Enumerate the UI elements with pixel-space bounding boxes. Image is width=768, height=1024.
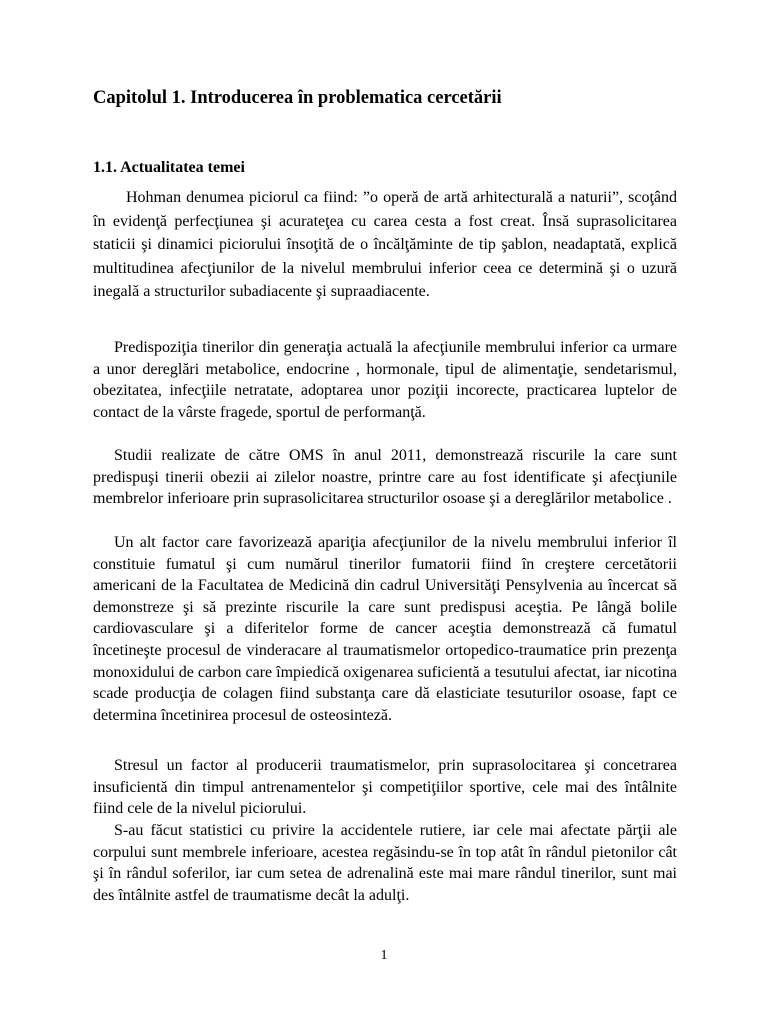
chapter-title: Capitolul 1. Introducerea în problematica cercetării	[93, 88, 502, 108]
paragraph-accidente-rutiere: S-au făcut statistici cu privire la accidentele rutiere, iar cele mai afectate părţii ale corpului sunt membrele inferioare, acestea regăsindu-se în top atât în rândul pietonilor cât şi în rândul soferilor, iar cum setea de adrenalină este mai mare rândul tinerilor, sunt mai des întâlnite astfel de traumatisme decât la adulţi.	[93, 822, 677, 904]
paragraph-hohman: Hohman denumea piciorul ca fiind: ”o operă de artă arhitecturală a naturii”, scoţând în evidenţă perfecţiunea şi acurateţea cu carea cesta a fost creat. Însă suprasolicitarea staticii şi dinamici piciorului însoţită de o încălţăminte de tip şablon, neadaptată, explică multitudinea afecţiunilor de la nivelul membrului inferior ceea ce determină şi o uzură inegală a structurilor subadiacente şi supraadiacente.	[93, 189, 677, 301]
paragraph-fumatul: Un alt factor care favorizează apariţia afecţiunilor de la nivelu membrului inferior îl constituie fumatul şi cum numărul tinerilor fumatorii fiind în creştere cercetătorii americani de la Facultatea de Medicină din cadrul Universităţi Pensylvenia au încercat să demonstreze şi să prezinte riscurile la care sunt predispusi aceştia. Pe lângă bolile cardiovasculare şi a diferitelor forme de cancer aceştia demonstrează că fumatul încetineşte procesul de vinderacare al traumatismelor ortopedico-traumatice prin prezenţa monoxidului de carbon care împiedică oxigenarea suficientă a tesutului afectat, iar nicotina scade producţia de colagen fiind substanţa care dă elasticiate tesuturilor osoase, fapt ce determina încetinirea procesul de osteosinteză.	[93, 534, 677, 724]
paragraph-predispozitia: Predispoziţia tinerilor din generaţia actuală la afecţiunile membrului inferior ca urmare a unor dereglări metabolice, endocrine , hormonale, tipul de alimentaţie, sendetarismul, obezitatea, infecţiile netratate, adoptarea unor poziţii incorecte, practicarea luptelor de contact de la vârste fragede, sportul de performanţă.	[93, 339, 677, 421]
paragraph-studii-oms: Studii realizate de către OMS în anul 2011, demonstrează riscurile la care sunt predispuşi tinerii obezii ai zilelor noastre, printre care au fost identificate şi afecţiunile membrelor inferioare prin suprasolicitarea structurilor osoase şi a dereglărilor metabolice .	[93, 447, 677, 508]
page-number: 1	[380, 948, 388, 963]
paragraph-stresul: Stresul un factor al producerii traumatismelor, prin suprasolocitarea şi concetrarea insuficientă din timpul antrenamentelor şi competiţiilor sportive, cele mai des întâlnite fiind cele de la nivelul piciorului.	[93, 757, 677, 818]
section-title: 1.1. Actualitatea temei	[93, 159, 245, 176]
